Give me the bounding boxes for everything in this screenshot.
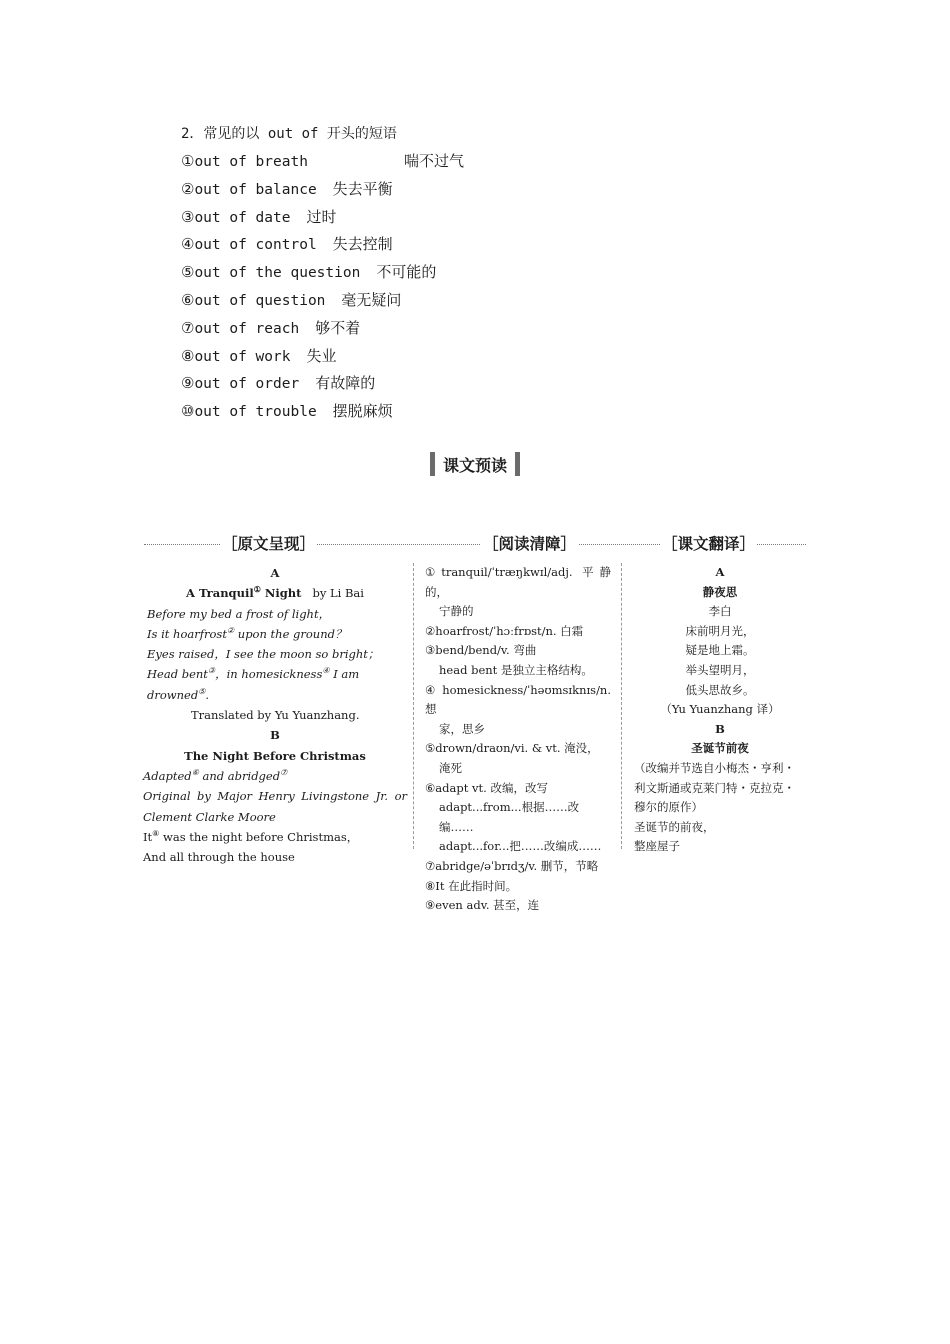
poem-text: and abridged — [202, 768, 281, 783]
section-title-label: 课文预读 — [442, 455, 507, 475]
note-mark: ⑧ — [152, 829, 160, 839]
phrase-chinese: 失业 — [306, 346, 337, 365]
part-a-label: A — [270, 566, 280, 580]
phrase-english: out of control — [194, 237, 317, 254]
note-mark: ② — [226, 626, 235, 636]
poem-text: I am drowned — [147, 667, 360, 702]
phrase-number: ⑥ — [181, 290, 195, 309]
note-mark: ⑤ — [198, 686, 206, 696]
original-by-line: Clement Clarke Moore — [143, 809, 276, 824]
column-head-notes: ［阅读清障］ — [483, 535, 577, 553]
column-headers — [144, 533, 806, 555]
note-item: ⑤drown/draʊn/vi. & vt. 淹没， — [425, 741, 599, 756]
phrase-english: out of trouble — [194, 404, 317, 421]
phrase-item — [181, 259, 464, 287]
column-head-original: ［原文呈现］ — [222, 535, 316, 553]
phrase-english: out of order — [194, 376, 300, 393]
phrase-number: ⑦ — [181, 318, 195, 337]
phrase-english: out of work — [194, 348, 291, 365]
phrase-chinese: 有故障的 — [315, 374, 376, 393]
phrase-chinese: 不可能的 — [376, 263, 437, 282]
phrase-number: ① — [181, 152, 195, 170]
poem-a-title: A Tranquil — [186, 586, 254, 601]
phrase-list-heading: 2．常见的以 out of 开头的短语 — [181, 126, 397, 142]
phrase-chinese: 够不着 — [315, 318, 361, 337]
note-mark: ③ — [207, 666, 216, 676]
phrase-chinese: 摆脱麻烦 — [332, 402, 393, 421]
poem-line — [143, 664, 407, 705]
poem-line: Eyes raised，I see the moon so bright； — [147, 647, 380, 662]
phrase-item — [181, 148, 464, 176]
phrase-item — [181, 204, 464, 232]
section-title — [0, 452, 950, 480]
poem-line-zh: 举头望明月， — [685, 662, 755, 677]
phrase-number: ② — [181, 179, 195, 198]
phrase-number: ⑩ — [181, 402, 195, 421]
note-mark: ④ — [322, 666, 330, 676]
poem-line-zh: 整座屋子 — [634, 839, 680, 854]
part-b-label: B — [270, 728, 280, 743]
phrase-list — [181, 120, 464, 426]
part-b-label: B — [715, 721, 725, 736]
poem-line-zh: 圣诞节的前夜， — [634, 819, 715, 834]
note-continuation: head bent 是独立主格结构。 — [439, 662, 593, 677]
phrase-item — [181, 343, 464, 371]
poem-line-zh: 低头思故乡。 — [685, 682, 755, 697]
title-bar-right — [515, 452, 520, 476]
translator-credit: Translated by Yu Yuanzhang. — [191, 708, 360, 723]
adaptation-note-zh: 穆尔的原作） — [634, 800, 703, 815]
adaptation-note-zh: （改编并节选自小梅杰・亨利・ — [634, 760, 795, 775]
phrase-number: ③ — [181, 207, 195, 226]
poem-text: ，in homesickness — [215, 667, 323, 682]
phrase-english: out of breath — [194, 154, 308, 170]
note-continuation: 淹死 — [439, 760, 462, 775]
poem-a-title-zh: 静夜思 — [702, 584, 738, 599]
poem-text: was the night before Christmas， — [163, 829, 359, 844]
note-continuation: adapt...from...根据……改编…… — [439, 800, 580, 834]
notes-column — [425, 563, 611, 916]
poem-line — [143, 827, 407, 847]
note-mark: ⑥ — [191, 768, 199, 778]
original-by-line: Original by Major Henry Livingstone Jr. or — [143, 789, 407, 804]
phrase-english: out of reach — [194, 320, 300, 337]
original-text-column — [143, 563, 407, 867]
phrase-chinese: 毫无疑问 — [341, 290, 402, 309]
poem-text: Is it hoarfrost — [147, 626, 227, 641]
phrase-item — [181, 176, 464, 204]
note-item: ⑨even adv. 甚至，连 — [425, 898, 540, 913]
translator-credit-zh: （Yu Yuanzhang 译） — [660, 702, 780, 717]
phrase-item — [181, 287, 464, 315]
phrase-number: ④ — [181, 235, 195, 254]
phrase-english: out of the question — [194, 265, 361, 282]
title-bar-left — [430, 452, 435, 476]
phrase-item — [181, 398, 464, 426]
poem-line-zh: 疑是地上霜。 — [685, 643, 755, 658]
poem-b-title-zh: 圣诞节前夜 — [691, 741, 749, 756]
poem-a-author: by Li Bai — [312, 586, 364, 601]
poem-text: Adapted — [143, 768, 192, 783]
note-item: ③bend/bend/v. 弯曲 — [425, 643, 537, 658]
phrase-english: out of question — [194, 292, 326, 309]
note-continuation: adapt...for...把……改编成…… — [439, 839, 602, 854]
poem-a-author-zh: 李白 — [708, 604, 732, 619]
poem-line: And all through the house — [143, 850, 295, 865]
phrase-item — [181, 231, 464, 259]
part-a-label: A — [715, 565, 725, 579]
note-continuation: 家，思乡 — [439, 721, 485, 736]
column-divider — [621, 563, 622, 849]
note-item: ⑧It 在此指时间。 — [425, 878, 518, 893]
phrase-english: out of date — [194, 209, 291, 226]
poem-text: Head bent — [147, 667, 208, 682]
column-divider — [413, 563, 414, 849]
note-mark: ① — [253, 584, 261, 595]
note-item: ⑥adapt vt. 改编，改写 — [425, 780, 548, 795]
poem-b-title: The Night Before Christmas — [184, 748, 366, 763]
phrase-number: ⑤ — [181, 263, 195, 282]
poem-line-zh: 床前明月光， — [685, 623, 755, 638]
poem-a-title-line — [143, 583, 407, 603]
poem-line: Before my bed a frost of light， — [147, 606, 331, 621]
phrase-english: out of balance — [194, 181, 317, 198]
note-item: ②hoarfrost/ˈhɔːfrɒst/n. 白霜 — [425, 623, 584, 638]
adaptation-note — [143, 766, 407, 786]
phrase-item — [181, 315, 464, 343]
phrase-chinese: 过时 — [306, 207, 337, 226]
poem-text: . — [205, 687, 210, 702]
note-item: ④ homesickness/ˈhəʊmsɪknɪs/n. 想 — [425, 682, 611, 717]
adaptation-note-zh: 利文斯通或克莱门特・克拉克・ — [634, 780, 795, 795]
phrase-chinese: 喘不过气 — [403, 152, 464, 170]
phrase-chinese: 失去平衡 — [332, 179, 393, 198]
phrase-item — [181, 370, 464, 398]
phrase-number: ⑨ — [181, 374, 195, 393]
phrase-number: ⑧ — [181, 346, 195, 365]
poem-text: It — [143, 829, 153, 844]
poem-a-title-rest: Night — [264, 586, 302, 601]
note-item: ⑦abridge/əˈbrɪdʒ/v. 删节，节略 — [425, 858, 599, 873]
poem-text: upon the ground？ — [237, 626, 347, 641]
note-continuation: 宁静的 — [439, 604, 474, 619]
poem-line — [143, 624, 407, 644]
note-item: ①tranquil/ˈtræŋkwɪl/adj. 平静的， — [425, 565, 611, 599]
column-head-translation: ［课文翻译］ — [662, 535, 756, 553]
phrase-chinese: 失去控制 — [332, 235, 393, 254]
note-mark: ⑦ — [280, 768, 288, 778]
translation-column — [634, 563, 806, 857]
